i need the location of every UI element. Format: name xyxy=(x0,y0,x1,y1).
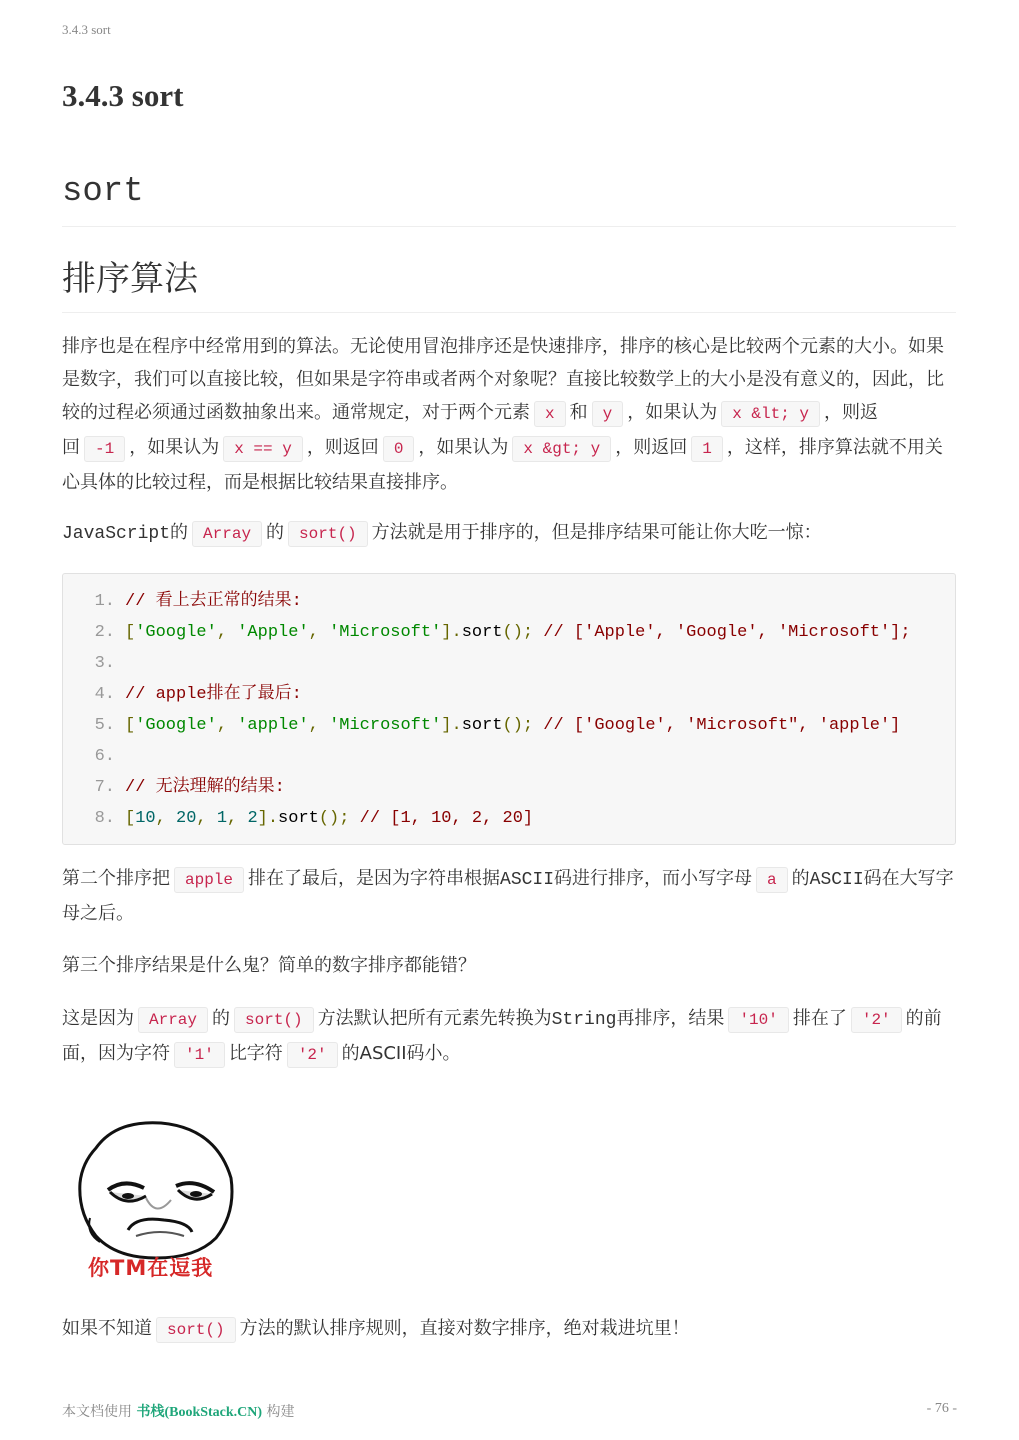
footer-credit: 本文档使用 书栈(BookStack.CN) 构建 xyxy=(62,1404,295,1420)
inline-code: a xyxy=(756,867,788,893)
paragraph-string-conversion: 这是因为 Array 的 sort() 方法默认把所有元素先转换为String再排序，结果 '10' 排在了 '2' 的前面，因为字符 '1' 比字符 '2' 的ASCII码小。 xyxy=(62,1002,956,1072)
line-number: 5. xyxy=(94,716,115,735)
inline-code: Array xyxy=(138,1007,208,1033)
line-number: 3. xyxy=(94,654,115,673)
inline-code: sort() xyxy=(156,1317,236,1343)
line-number: 7. xyxy=(94,778,115,797)
inline-code: sort() xyxy=(234,1007,314,1033)
code-line-6 xyxy=(63,741,955,772)
inline-code: 1 xyxy=(691,436,723,462)
line-number: 4. xyxy=(94,685,115,704)
heading-sort: sort xyxy=(62,170,956,227)
line-number: 6. xyxy=(94,747,115,766)
inline-code: y xyxy=(592,401,624,427)
paragraph-question: 第三个排序结果是什么鬼？简单的数字排序都能错？ xyxy=(62,955,476,976)
line-number: 1. xyxy=(94,592,115,611)
heading-sorting-algorithm: 排序算法 xyxy=(62,256,956,313)
inline-code: 0 xyxy=(383,436,415,462)
code-line-7: 7. // 无法理解的结果: xyxy=(63,772,955,803)
inline-code: x &lt; y xyxy=(721,401,820,427)
paragraph-intro: 排序也是在程序中经常用到的算法。无论使用冒泡排序还是快速排序，排序的核心是比较两个元素的大小。如果是数字，我们可以直接比较，但如果是字符串或者两个对象呢？直接比较数学上的大小是没有意义的，因此，比较的过程必须通过函数抽象出来。通常规定，对于两个元素 x 和 y ，如果认为 x &lt; y ，则返回 -1 ，如果认为 x == y ，则返回 0 ，如果认为 x &gt; y ，则返回 1 ，这样，排序算法就不用关心具体的比较过程，而是根据比较结果直接排序。 xyxy=(62,336,944,493)
meme-image xyxy=(76,1118,236,1283)
code-line-1: 1. // 看上去正常的结果: xyxy=(63,586,955,617)
line-number: 2. xyxy=(94,623,115,642)
inline-code: x xyxy=(534,401,566,427)
inline-code: Array xyxy=(192,521,262,547)
paragraph-array-sort: JavaScript的 Array 的 sort() 方法就是用于排序的，但是排序结果可能让你大吃一惊： xyxy=(62,516,956,551)
code-line-2: 2. ['Google', 'Apple', 'Microsoft'].sort(); // ['Apple', 'Google', 'Microsoft']; xyxy=(63,617,955,648)
code-line-8: 8. [10, 20, 1, 2].sort(); // [1, 10, 2, 20] xyxy=(63,803,955,834)
page-number: - 76 - xyxy=(926,1401,957,1416)
line-number: 8. xyxy=(94,809,115,828)
bookstack-link[interactable]: 书栈(BookStack.CN) xyxy=(136,1405,263,1420)
inline-code: apple xyxy=(174,867,244,893)
inline-code: '10' xyxy=(728,1007,788,1033)
code-line-3 xyxy=(63,648,955,679)
paragraph-warning: 如果不知道 sort() 方法的默认排序规则，直接对数字排序，绝对栽进坑里！ xyxy=(62,1312,956,1347)
code-line-4: 4. // apple排在了最后: xyxy=(63,679,955,710)
paragraph-apple-explanation: 第二个排序把 apple 排在了最后，是因为字符串根据ASCII码进行排序，而小写字母 a 的ASCII码在大写字母之后。 xyxy=(62,868,954,924)
code-block xyxy=(62,573,956,845)
inline-code: sort() xyxy=(288,521,368,547)
running-header: 3.4.3 sort xyxy=(62,22,111,37)
code-line-5: 5. ['Google', 'apple', 'Microsoft'].sort(); // ['Google', 'Microsoft", 'apple'] xyxy=(63,710,955,741)
chapter-title: 3.4.3 sort xyxy=(62,78,184,113)
inline-code: x == y xyxy=(223,436,303,462)
meme-caption: 你TM在逗我 xyxy=(88,1256,214,1280)
inline-code: -1 xyxy=(84,436,125,462)
inline-code: '1' xyxy=(174,1042,225,1068)
inline-code: x &gt; y xyxy=(512,436,611,462)
inline-code: '2' xyxy=(851,1007,902,1033)
inline-code: '2' xyxy=(287,1042,338,1068)
